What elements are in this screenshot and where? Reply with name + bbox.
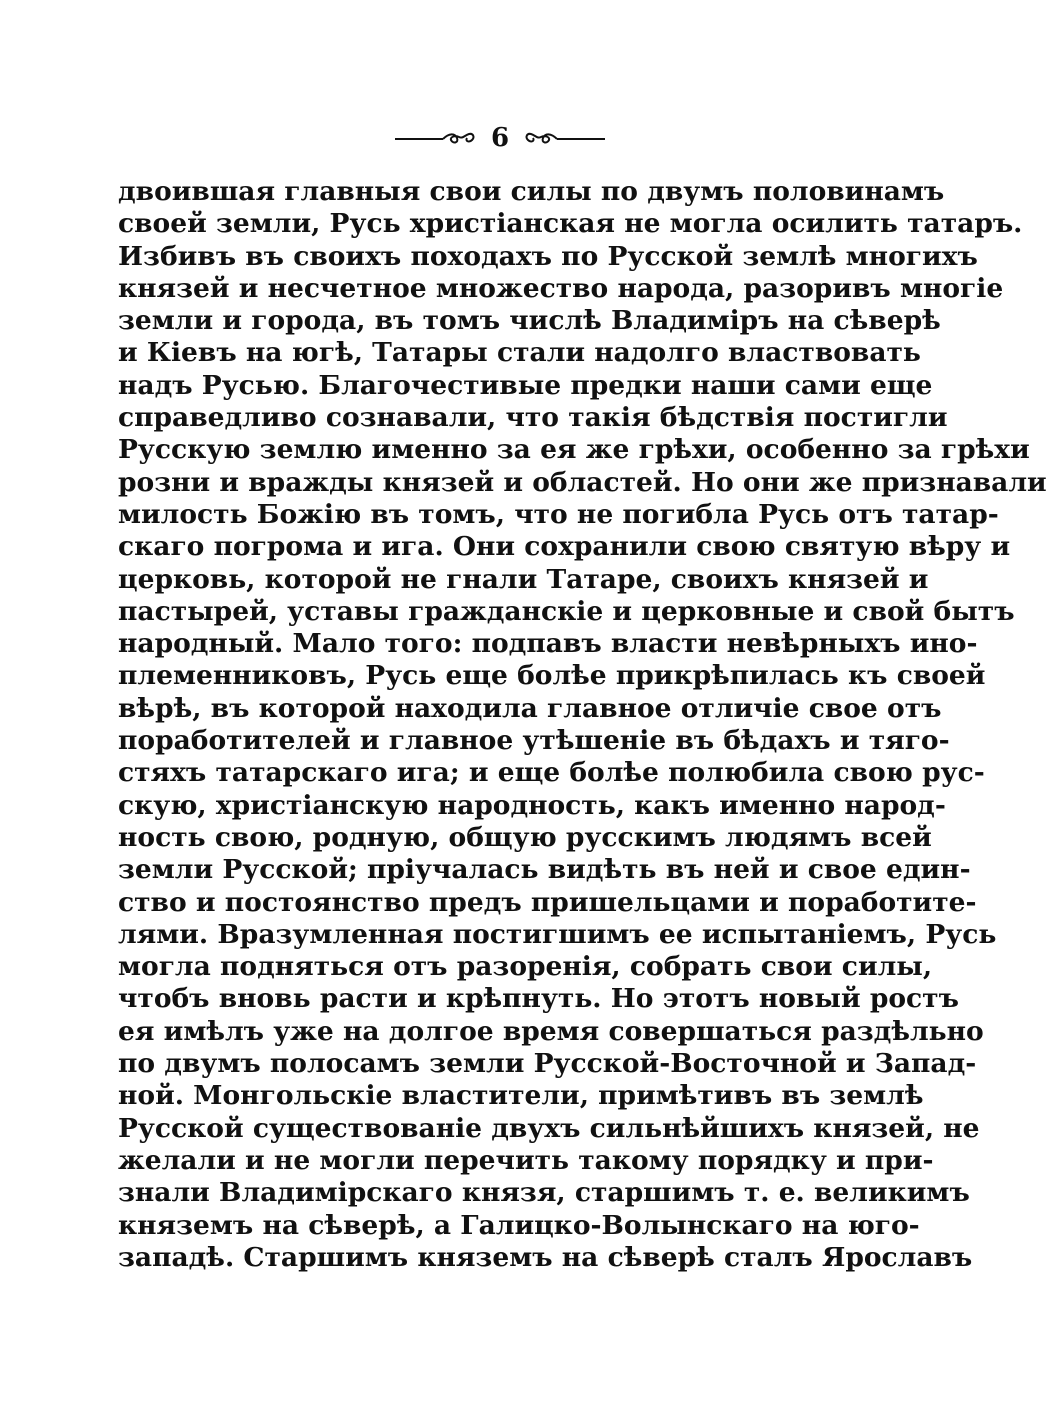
- text-line: западѣ. Старшимъ княземъ на сѣверѣ сталъ Ярославъ: [118, 1241, 973, 1273]
- text-line: Избивъ въ своихъ походахъ по Русской землѣ многихъ: [118, 240, 978, 272]
- text-line: Русскую землю именно за ея же грѣхи, особенно за грѣхи: [118, 434, 1030, 466]
- body-text: [118, 176, 1047, 1274]
- text-line: скаго погрома и ига. Они сохранили свою святую вѣру и: [118, 531, 1011, 563]
- text-line: по двумъ полосамъ земли Русской-Восточной и Запад-: [118, 1048, 977, 1080]
- text-line: стяхъ татарскаго ига; и еще болѣе полюбила свою рус-: [118, 757, 985, 789]
- text-line: чтобъ вновь расти и крѣпнуть. Но этотъ новый ростъ: [118, 983, 959, 1015]
- text-line: земли Русской; пріучалась видѣть въ ней и свое един-: [118, 854, 971, 886]
- text-line: розни и вражды князей и областей. Но они же признавали: [118, 466, 1047, 498]
- text-line: княземъ на сѣверѣ, а Галицко-Волынскаго на юго-: [118, 1209, 920, 1241]
- text-line: лями. Вразумленная постигшимъ ее испытаніемъ, Русь: [118, 918, 997, 950]
- text-line: племенниковъ, Русь еще болѣе прикрѣпилась къ своей: [118, 660, 986, 692]
- text-line: надъ Русью. Благочестивые предки наши сами еще: [118, 369, 933, 401]
- text-line: справедливо сознавали, что такія бѣдствія постигли: [118, 402, 948, 434]
- text-line: поработителей и главное утѣшеніе въ бѣдахъ и тяго-: [118, 725, 950, 757]
- text-line: пастырей, уставы гражданскіе и церковные и свой бытъ: [118, 595, 1015, 627]
- right-flourish-ornament: [523, 129, 607, 147]
- text-line: желали и не могли перечить такому порядку и при-: [118, 1144, 934, 1176]
- page-number: 6: [490, 123, 510, 153]
- text-line: Русской существованіе двухъ сильнѣйшихъ князей, не: [118, 1112, 980, 1144]
- text-line: князей и несчетное множество народа, разоривъ многіе: [118, 272, 1004, 304]
- text-line: могла подняться отъ разоренія, собрать свои силы,: [118, 951, 933, 983]
- page-header: [0, 118, 1000, 158]
- text-line: милость Божію въ томъ, что не погибла Русь отъ татар-: [118, 498, 999, 530]
- text-line: ство и постоянство предъ пришельцами и поработите-: [118, 886, 977, 918]
- text-line: церковь, которой не гнали Татаре, своихъ князей и: [118, 563, 929, 595]
- text-line: ея имѣлъ уже на долгое время совершаться раздѣльно: [118, 1015, 984, 1047]
- text-line: двоившая главныя свои силы по двумъ половинамъ: [118, 176, 945, 207]
- text-line: своей земли, Русь христіанская не могла осилить татаръ.: [118, 208, 1023, 240]
- text-line: скую, христіанскую народность, какъ именно народ-: [118, 789, 946, 821]
- text-line: вѣрѣ, въ которой находила главное отличіе свое отъ: [118, 692, 942, 724]
- left-flourish-ornament: [393, 129, 477, 147]
- text-line: ной. Монгольскіе властители, примѣтивъ въ землѣ: [118, 1080, 924, 1112]
- text-line: народный. Мало того: подпавъ власти невѣрныхъ ино-: [118, 628, 978, 660]
- text-line: знали Владимірскаго князя, старшимъ т. е. великимъ: [118, 1177, 970, 1209]
- text-line: земли и города, въ томъ числѣ Владиміръ на сѣверѣ: [118, 305, 941, 337]
- text-line: ность свою, родную, общую русскимъ людямъ всей: [118, 821, 932, 853]
- text-line: и Кіевъ на югѣ, Татары стали надолго властвовать: [118, 337, 921, 369]
